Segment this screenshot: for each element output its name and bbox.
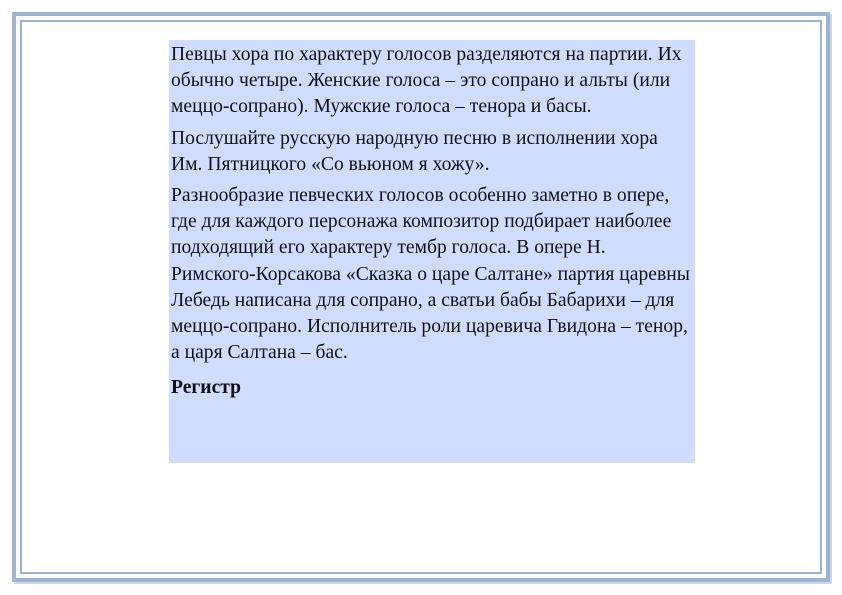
paragraph-listen-song: Послушайте русскую народную песню в исполнении хора Им. Пятницкого «Со вьюном я хожу». (171, 127, 658, 175)
section-heading-register: Регистр (171, 377, 242, 399)
paragraph-opera-voices: Разнообразие певческих голосов особенно заметно в опере, где для каждого персонажа композитор подбирает наиболее подходящий его характеру тембр голоса. В опере Н. Римского-Корсакова «Сказка о царе Салтане» партия царевны Лебедь написана для сопрано, а сватьи бабы Бабарихи – для меццо-сопрано. Исполнитель роли царевича Гвидона – тенор, а царя Салтана – бас. (171, 185, 690, 364)
paragraph-choir-parts: Певцы хора по характеру голосов разделяются на партии. Их обычно четыре. Женские голоса – это сопрано и альты (или меццо-сопрано). Мужские голоса – тенора и басы. (171, 44, 682, 118)
text-box (169, 40, 695, 463)
